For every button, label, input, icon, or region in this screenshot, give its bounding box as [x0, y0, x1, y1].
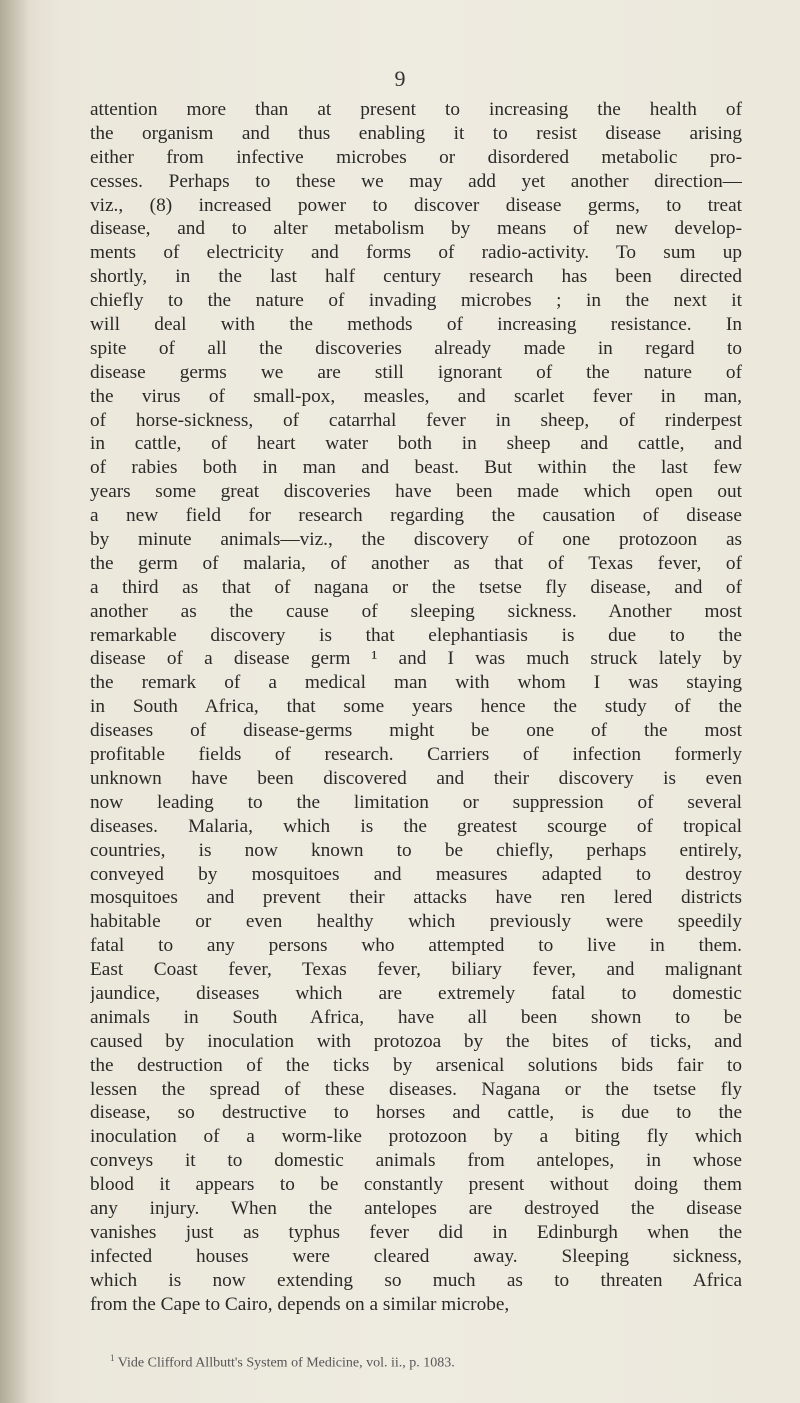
- text-line: the virus of small-pox, measles, and scarlet fever in man,: [90, 385, 742, 407]
- footnote-text: Vide Clifford Allbutt's System of Medicine, vol. ii., p. 1083.: [117, 1355, 455, 1371]
- text-line: blood it appears to be constantly present without doing them: [90, 1174, 742, 1196]
- text-line: vanishes just as typhus fever did in Edinburgh when the: [90, 1221, 742, 1243]
- text-line: lessen the spread of these diseases. Nagana or the tsetse fly: [90, 1078, 742, 1100]
- text-line: disease, so destructive to horses and cattle, is due to the: [90, 1102, 742, 1124]
- footnote: [110, 1349, 750, 1373]
- text-line: mosquitoes and prevent their attacks have ren lered districts: [90, 887, 742, 909]
- page-number: 9: [394, 66, 406, 91]
- text-line: the organism and thus enabling it to resist disease arising: [90, 122, 742, 144]
- text-line: the remark of a medical man with whom I was staying: [90, 672, 742, 694]
- text-line: fatal to any persons who attempted to live in them.: [90, 935, 742, 957]
- page-gutter-shadow: [0, 0, 30, 1403]
- text-line: will deal with the methods of increasing resistance. In: [90, 314, 742, 336]
- text-line: another as the cause of sleeping sickness. Another most: [90, 600, 742, 622]
- text-line: which is now extending so much as to threaten Africa: [90, 1269, 742, 1291]
- text-line: of horse-sickness, of catarrhal fever in sheep, of rinderpest: [90, 409, 742, 431]
- text-line: caused by inoculation with protozoa by the bites of ticks, and: [90, 1030, 742, 1052]
- text-line: unknown have been discovered and their discovery is even: [90, 767, 742, 789]
- text-line: shortly, in the last half century research has been directed: [90, 266, 742, 288]
- text-line: years some great discoveries have been made which open out: [90, 481, 742, 503]
- text-line: remarkable discovery is that elephantiasis is due to the: [90, 624, 742, 646]
- text-line: any injury. When the antelopes are destroyed the disease: [90, 1197, 742, 1219]
- text-line: disease of a disease germ ¹ and I was much struck lately by: [90, 648, 742, 670]
- text-line: cesses. Perhaps to these we may add yet another direction—: [90, 170, 742, 192]
- text-line: infected houses were cleared away. Sleeping sickness,: [90, 1245, 742, 1267]
- text-line: in South Africa, that some years hence the study of the: [90, 696, 742, 718]
- text-line: now leading to the limitation or suppression of several: [90, 791, 742, 813]
- text-line: conveyed by mosquitoes and measures adapted to destroy: [90, 863, 742, 885]
- text-line: disease germs we are still ignorant of the nature of: [90, 361, 742, 383]
- text-line: inoculation of a worm-like protozoon by a biting fly which: [90, 1126, 742, 1148]
- text-line: a new field for research regarding the causation of disease: [90, 505, 742, 527]
- text-line: conveys it to domestic animals from antelopes, in whose: [90, 1150, 742, 1172]
- text-line: jaundice, diseases which are extremely fatal to domestic: [90, 982, 742, 1004]
- text-line: a third as that of nagana or the tsetse fly disease, and of: [90, 576, 742, 598]
- text-line: attention more than at present to increasing the health of: [90, 99, 742, 120]
- footnote-marker: 1: [110, 1353, 115, 1363]
- text-line: diseases of disease-germs might be one of the most: [90, 720, 742, 742]
- text-line: East Coast fever, Texas fever, biliary fever, and malignant: [90, 959, 742, 981]
- text-line: in cattle, of heart water both in sheep and cattle, and: [90, 433, 742, 455]
- text-line: profitable fields of research. Carriers of infection formerly: [90, 744, 742, 766]
- text-line: the destruction of the ticks by arsenical solutions bids fair to: [90, 1054, 742, 1076]
- text-line: disease, and to alter metabolism by means of new develop-: [90, 218, 742, 240]
- text-line: spite of all the discoveries already made in regard to: [90, 337, 742, 359]
- text-line: habitable or even healthy which previously were speedily: [90, 911, 742, 933]
- text-line: by minute animals—viz., the discovery of one protozoon as: [90, 529, 742, 551]
- text-line: diseases. Malaria, which is the greatest scourge of tropical: [90, 815, 742, 837]
- text-line: animals in South Africa, have all been shown to be: [90, 1006, 742, 1028]
- text-line: chiefly to the nature of invading microbes ; in the next it: [90, 290, 742, 312]
- text-line: either from infective microbes or disordered metabolic pro-: [90, 146, 742, 168]
- text-line: ments of electricity and forms of radio-activity. To sum up: [90, 242, 742, 264]
- body-text: [90, 98, 742, 1316]
- text-line: from the Cape to Cairo, depends on a similar microbe,: [90, 1293, 510, 1315]
- text-line: viz., (8) increased power to discover disease germs, to treat: [90, 194, 742, 216]
- text-line: of rabies both in man and beast. But within the last few: [90, 457, 742, 479]
- text-line: the germ of malaria, of another as that of Texas fever, of: [90, 552, 742, 574]
- text-line: countries, is now known to be chiefly, perhaps entirely,: [90, 839, 742, 861]
